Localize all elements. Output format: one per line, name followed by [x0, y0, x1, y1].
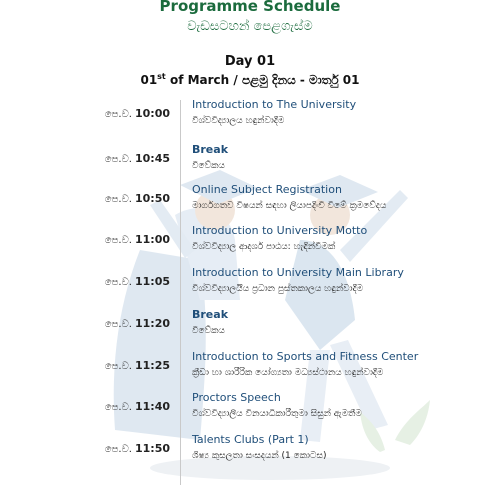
item-title-sinhala: විශ්වවිද්‍යාල ආදර්ශ පාඨය: හැඳින්වීමක්: [192, 242, 336, 252]
item-title-sinhala: විවේකය: [192, 161, 225, 171]
item-title-sinhala: විශ්වවිද්‍යාලය හඳුන්වාදීම: [192, 116, 285, 126]
schedule-item: [0, 433, 500, 473]
schedule-item: [0, 350, 500, 390]
item-time: පෙ.ව. 11:40: [104, 400, 170, 413]
item-time: පෙ.ව. 11:25: [104, 359, 170, 372]
schedule-item: [0, 391, 500, 431]
item-title: Introduction to Sports and Fitness Center: [192, 350, 419, 363]
date-heading: [0, 72, 500, 88]
item-title: Break: [192, 143, 229, 156]
item-time: පෙ.ව. 11:00: [104, 233, 170, 246]
item-time: පෙ.ව. 10:45: [104, 152, 170, 165]
schedule-item: [0, 224, 500, 264]
item-title-sinhala: විවේකය: [192, 326, 225, 336]
item-title-sinhala: ශිෂ්‍ය කුසලතා සංසදයන් (1 කොටස): [192, 451, 327, 461]
item-title-sinhala: මාර්ගගතව විෂයන් සඳහා ලියාපදිංචි වීමේ ක්‍රමවේදය: [192, 201, 387, 211]
item-time: පෙ.ව. 11:50: [104, 442, 170, 455]
date-number: 01: [140, 73, 158, 87]
item-title: Introduction to University Motto: [192, 224, 368, 237]
item-title-sinhala: විශ්වවිද්‍යාලීය විනයාධිකාරීතුමා සිසුන් ඇමතීම: [192, 409, 362, 419]
item-title: Introduction to University Main Library: [192, 266, 404, 279]
item-title: Introduction to The University: [192, 98, 357, 111]
page-title: Programme Schedule: [159, 0, 341, 15]
item-title-sinhala: විශ්වවිද්‍යාලයීය ප්‍රධාන පුස්තකාලය හඳුන්වාදීම: [192, 284, 364, 294]
page-subtitle: වැඩසටහන් පෙළගැස්ම: [187, 19, 313, 34]
schedule-item: [0, 98, 500, 138]
schedule-item: [0, 308, 500, 348]
schedule-item: [0, 143, 500, 183]
item-title: Online Subject Registration: [192, 183, 342, 196]
item-time: පෙ.ව. 11:20: [104, 317, 170, 330]
schedule-item: [0, 183, 500, 223]
item-title-sinhala: ක්‍රීඩා හා ශාරීරික යෝග්‍යතා මධ්‍යස්ථානය හඳුන්වාදීම: [192, 368, 384, 378]
item-time: පෙ.ව. 10:50: [104, 192, 170, 205]
item-title: Break: [192, 308, 229, 321]
schedule-item: [0, 266, 500, 306]
date-text: of March / පළමු දිනය - මාර්තු 01: [165, 73, 360, 87]
day-heading: Day 01: [224, 54, 276, 69]
item-title: Proctors Speech: [192, 391, 281, 404]
item-time: පෙ.ව. 10:00: [104, 107, 170, 120]
item-title: Talents Clubs (Part 1): [192, 433, 309, 446]
item-time: පෙ.ව. 11:05: [104, 275, 170, 288]
date-ordinal: st: [157, 72, 166, 81]
